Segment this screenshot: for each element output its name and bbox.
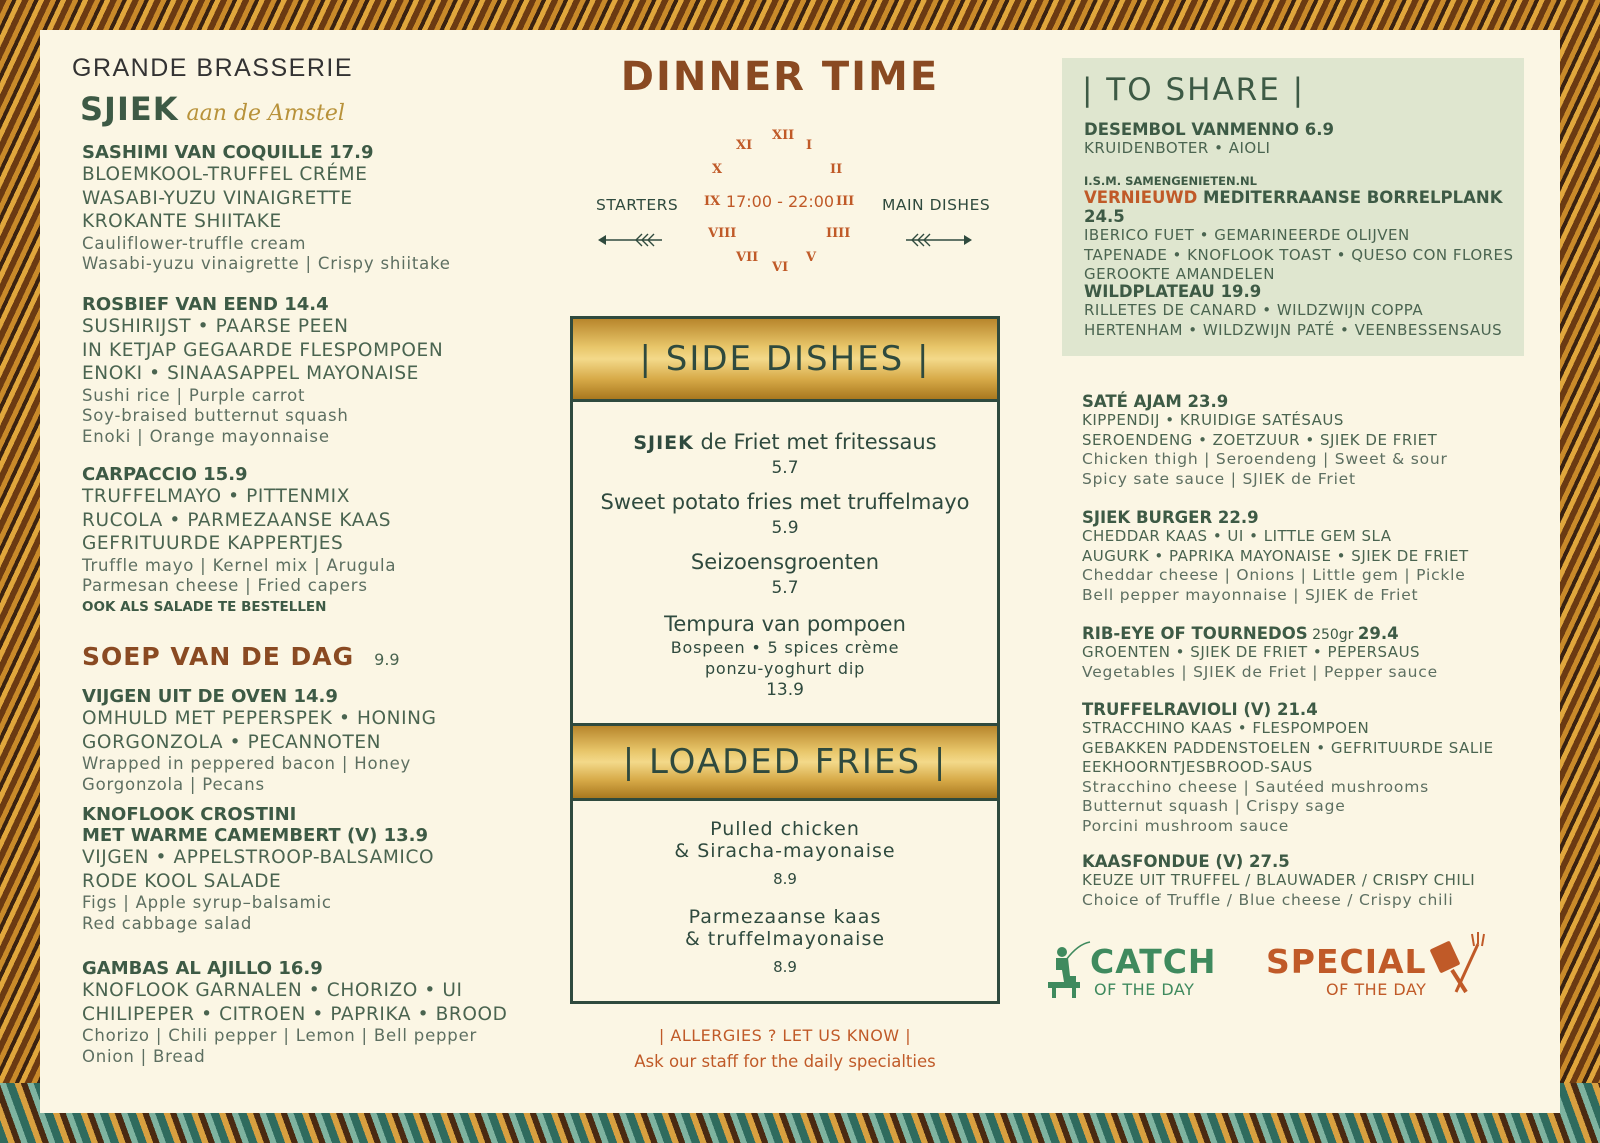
clock-numeral: XI — [736, 138, 753, 153]
dish-en: Gorgonzola | Pecans — [82, 774, 265, 794]
side-item-name: Tempura van pompoen — [664, 612, 906, 636]
to-share-title: | TO SHARE | — [1082, 72, 1306, 108]
dish-crostini — [82, 804, 562, 934]
loaded-item-name: & Siracha-mayonaise — [674, 840, 896, 862]
dish-nl: STRACCHINO KAAS • FLESPOMPOEN — [1082, 719, 1370, 737]
loaded-item-name: & truffelmayonaise — [684, 928, 886, 950]
loaded-fries-title: | LOADED FRIES | — [622, 742, 948, 782]
dish-title: CARPACCIO 15.9 — [82, 464, 248, 485]
dish-en: Bell pepper mayonnaise | SJIEK de Friet — [1082, 585, 1419, 604]
dish-title: TRUFFELRAVIOLI (V) 21.4 — [1082, 700, 1318, 719]
dish-burger — [1082, 508, 1542, 605]
dish-nl: KIPPENDIJ • KRUIDIGE SATÉSAUS — [1082, 411, 1344, 429]
dish-title: RIB-EYE OF TOURNEDOS — [1082, 624, 1308, 643]
dish-nl: SEROENDENG • ZOETZUUR • SJIEK DE FRIET — [1082, 430, 1438, 449]
side-item-sweet-potato — [573, 490, 997, 538]
dish-nl: KEUZE UIT TRUFFEL / BLAUWADER / CRISPY CHILI — [1082, 871, 1476, 889]
clock-numeral: VII — [736, 250, 759, 265]
dish-nl: GORGONZOLA • PECANNOTEN — [82, 731, 382, 753]
dish-en: Stracchino cheese | Sautéed mushrooms — [1082, 777, 1429, 796]
dish-rib-eye — [1082, 624, 1542, 682]
dish-nl: BLOEMKOOL-TRUFFEL CRÉME — [82, 164, 368, 185]
dish-nl: GROENTEN • SJIEK DE FRIET • PEPERSAUS — [1082, 643, 1421, 661]
special-small-text: OF THE DAY — [1326, 980, 1427, 999]
dish-en: Porcini mushroom sauce — [1082, 816, 1290, 835]
dish-en: Chorizo | Chili pepper | Lemon | Bell pepper — [82, 1026, 478, 1045]
side-dishes-title: | SIDE DISHES | — [639, 339, 931, 379]
share-item-title: WILDPLATEAU 19.9 — [1084, 282, 1262, 301]
share-item-line: KRUIDENBOTER • AIOLI — [1084, 139, 1271, 157]
dish-en: Soy-braised butternut squash — [82, 406, 349, 425]
dish-rosbief — [82, 294, 562, 447]
dish-title: GAMBAS AL AJILLO 16.9 — [82, 958, 323, 979]
clock-numeral: VI — [772, 260, 789, 275]
dish-nl: RODE KOOL SALADE — [82, 870, 282, 892]
dish-title: SJIEK BURGER 22.9 — [1082, 508, 1259, 527]
clock-numeral: II — [830, 162, 843, 177]
clock — [700, 122, 860, 282]
starters-label: STARTERS — [596, 196, 679, 214]
catch-small-text: OF THE DAY — [1094, 980, 1195, 999]
dish-en: Red cabbage salad — [82, 913, 253, 933]
soup-title: SOEP VAN DE DAG — [82, 642, 355, 671]
dish-nl: GEFRITUURDE KAPPERTJES — [82, 533, 344, 554]
allergy-notice: | ALLERGIES ? LET US KNOW | — [658, 1026, 912, 1045]
share-item-title: MEDITERRAANSE BORRELPLANK 24.5 — [1084, 188, 1503, 226]
side-item-desc: ponzu-yoghurt dip — [704, 659, 866, 678]
divider — [573, 399, 997, 402]
share-item-desembol — [1084, 120, 1514, 159]
dish-en: Choice of Truffle / Blue cheese / Crispy chili — [1082, 890, 1454, 909]
dish-nl: RUCOLA • PARMEZAANSE KAAS — [82, 509, 392, 531]
dish-nl: GEBAKKEN PADDENSTOELEN • GEFRITUURDE SALIE — [1082, 738, 1494, 757]
share-item-line: HERTENHAM • WILDZWIJN PATÉ • VEENBESSENSAUS — [1084, 320, 1503, 339]
dish-nl: KNOFLOOK GARNALEN • CHORIZO • UI — [82, 980, 463, 1001]
side-item-name: Seizoensgroenten — [690, 550, 880, 574]
catch-of-the-day-badge — [1046, 936, 1226, 1008]
loaded-item-price: 8.9 — [773, 870, 797, 888]
side-item-price: 5.7 — [771, 458, 799, 478]
dish-nl: KROKANTE SHIITAKE — [82, 211, 282, 232]
dish-nl: WASABI-YUZU VINAIGRETTE — [82, 187, 353, 209]
clock-numeral: V — [806, 250, 817, 265]
side-item-price: 5.9 — [771, 518, 799, 538]
dish-price: 29.4 — [1357, 624, 1399, 643]
clock-numeral: IX — [704, 194, 721, 209]
dish-weight: 250gr — [1307, 627, 1358, 643]
dish-nl: SUSHIRIJST • PAARSE PEEN — [82, 316, 349, 337]
dish-en: Wasabi-yuzu vinaigrette | Crispy shiitake — [82, 254, 451, 273]
clock-numeral: III — [836, 194, 855, 209]
loaded-item-name: Pulled chicken — [710, 818, 860, 840]
dish-nl: TRUFFELMAYO • PITTENMIX — [82, 486, 350, 507]
loaded-item-parmezaan — [573, 906, 997, 976]
clock-numeral: X — [712, 162, 723, 177]
dish-title: MET WARME CAMEMBERT (V) 13.9 — [82, 825, 428, 846]
dish-en: Butternut squash | Crispy sage — [1082, 797, 1346, 815]
dish-en: Enoki | Orange mayonnaise — [82, 426, 330, 446]
dish-title: SATÉ AJAM 23.9 — [1082, 392, 1229, 411]
brand-line: GRANDE BRASSERIE — [72, 54, 354, 82]
dish-title: VIJGEN UIT DE OVEN 14.9 — [82, 686, 338, 707]
dish-title: SASHIMI VAN COQUILLE 17.9 — [82, 142, 374, 163]
share-item-line: GEROOKTE AMANDELEN — [1084, 265, 1275, 283]
dish-en: Cheddar cheese | Onions | Little gem | Pickle — [1082, 566, 1466, 584]
share-item-line: TAPENADE • KNOFLOOK TOAST • QUESO CON FLORES — [1084, 245, 1514, 264]
clock-numeral: VIII — [708, 226, 737, 241]
loaded-item-price: 8.9 — [773, 958, 797, 976]
soup-of-day — [82, 642, 400, 671]
dish-title: ROSBIEF VAN EEND 14.4 — [82, 294, 329, 315]
catch-big-text: CATCH — [1090, 942, 1217, 981]
dish-nl: IN KETJAP GEGAARDE FLESPOMPOEN — [82, 339, 444, 361]
special-of-the-day-badge — [1266, 930, 1496, 1008]
dish-vijgen — [82, 686, 562, 795]
share-item-borrelplank — [1084, 174, 1524, 285]
dinner-time-title — [570, 54, 990, 100]
menu-card — [40, 30, 1560, 1113]
dish-nl: ENOKI • SINAASAPPEL MAYONAISE — [82, 363, 419, 384]
dish-en: Onion | Bread — [82, 1046, 206, 1066]
dish-gambas — [82, 958, 562, 1067]
dish-en: Chicken thigh | Seroendeng | Sweet & sour — [1082, 450, 1448, 468]
brand-tagline: aan de Amstel — [186, 101, 345, 126]
dish-nl: CHEDDAR KAAS • UI • LITTLE GEM SLA — [1082, 527, 1392, 545]
dish-nl: OMHULD MET PEPERSPEK • HONING — [82, 708, 437, 729]
dish-en: Spicy sate sauce | SJIEK de Friet — [1082, 469, 1356, 488]
dish-sate — [1082, 392, 1542, 489]
dish-sashimi — [82, 142, 562, 275]
side-item-price: 5.7 — [771, 578, 799, 598]
dish-en: Truffle mayo | Kernel mix | Arugula — [82, 555, 397, 575]
dish-nl: AUGURK • PAPRIKA MAYONAISE • SJIEK DE FRIET — [1082, 546, 1469, 565]
title-text: DINNER TIME — [620, 54, 940, 100]
side-item-name: Sweet potato fries met truffelmayo — [600, 490, 970, 514]
opening-hours: 17:00 - 22:00 — [725, 192, 835, 211]
side-item-seizoensgroenten — [573, 550, 997, 598]
dish-truffelravioli — [1082, 700, 1542, 836]
left-arrow-icon — [596, 228, 668, 252]
dish-en: Parmesan cheese | Fried capers — [82, 576, 368, 595]
right-arrow-icon — [902, 228, 974, 252]
dish-en: Vegetables | SJIEK de Friet | Pepper sauce — [1082, 662, 1438, 681]
to-share-box — [1062, 58, 1524, 356]
brand-logo — [80, 90, 345, 128]
dish-nl: CHILIPEPER • CITROEN • PAPRIKA • BROOD — [82, 1003, 508, 1025]
dish-title: KAASFONDUE (V) 27.5 — [1082, 852, 1290, 871]
share-item-pre: I.S.M. SAMENGENIETEN.NL — [1084, 174, 1257, 188]
side-item-desc: Bospeen • 5 spices crème — [670, 638, 900, 657]
salad-note: OOK ALS SALADE TE BESTELLEN — [82, 598, 327, 615]
dish-en: Sushi rice | Purple carrot — [82, 385, 306, 405]
dish-en: Figs | Apple syrup–balsamic — [82, 893, 332, 912]
dish-en: Cauliflower-truffle cream — [82, 233, 307, 253]
clock-numeral: XII — [772, 128, 795, 143]
special-big-text: SPECIAL — [1266, 942, 1427, 981]
share-item-line: RILLETES DE CANARD • WILDZWIJN COPPA — [1084, 301, 1424, 319]
fisherman-icon — [1046, 940, 1092, 1000]
soup-price: 9.9 — [374, 650, 400, 669]
side-item-friet — [573, 430, 997, 478]
share-item-line: IBERICO FUET • GEMARINEERDE OLIJVEN — [1084, 226, 1410, 244]
side-item-tempura — [573, 612, 997, 700]
dish-carpaccio — [82, 464, 562, 615]
loaded-item-name: Parmezaanse kaas — [688, 906, 882, 928]
dish-nl: EEKHOORNTJESBROOD-SAUS — [1082, 758, 1313, 776]
loaded-item-chicken — [573, 818, 997, 888]
dish-nl: VIJGEN • APPELSTROOP-BALSAMICO — [82, 847, 435, 868]
dish-title: KNOFLOOK CROSTINI — [82, 804, 297, 825]
cleaver-fork-icon — [1426, 930, 1488, 996]
side-item-price: 13.9 — [766, 680, 804, 700]
new-badge: VERNIEUWD — [1084, 188, 1198, 207]
share-item-title: DESEMBOL VANMENNO 6.9 — [1084, 120, 1334, 139]
side-item-name: de Friet met fritessaus — [693, 430, 937, 454]
main-dishes-label: MAIN DISHES — [882, 196, 991, 214]
dish-en: Wrapped in peppered bacon | Honey — [82, 754, 412, 773]
side-item-brand: SJIEK — [633, 432, 694, 454]
brand-name: SJIEK — [80, 90, 179, 128]
loaded-fries-header — [573, 726, 997, 798]
divider — [573, 798, 997, 801]
clock-numeral: IIII — [826, 226, 851, 241]
share-item-wildplateau — [1084, 282, 1514, 340]
staff-notice: Ask our staff for the daily specialties — [634, 1052, 936, 1071]
clock-numeral: I — [806, 138, 813, 153]
side-dishes-header — [573, 319, 997, 399]
dish-kaasfondue — [1082, 852, 1542, 910]
